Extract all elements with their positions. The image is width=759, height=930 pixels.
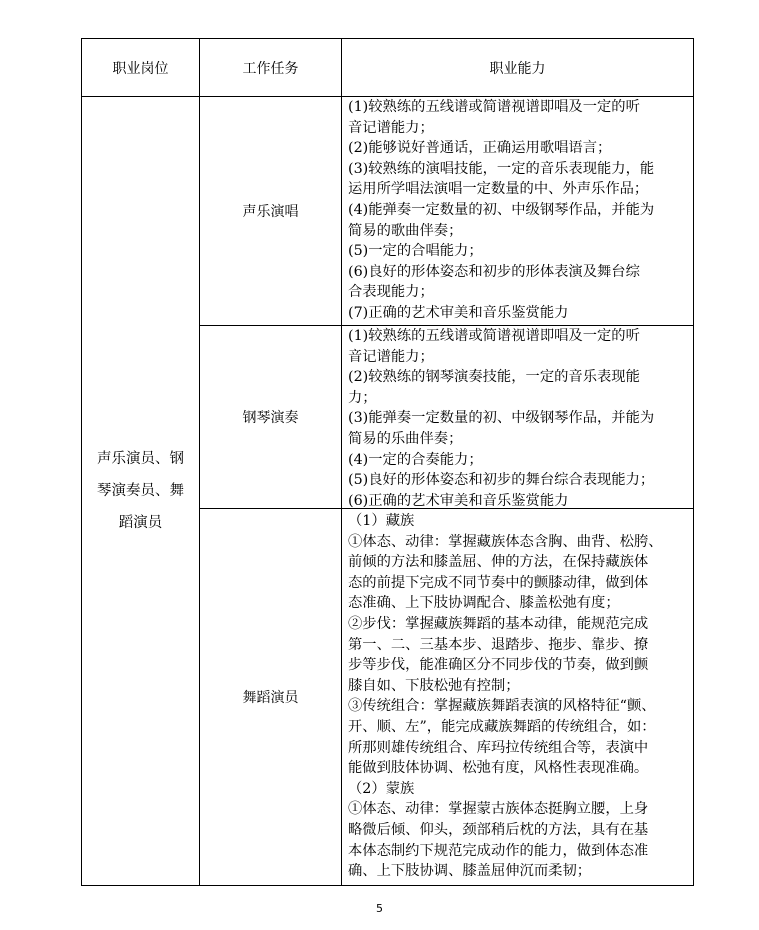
post-cell [82,96,199,885]
ability-line: (4)能弹奏一定数量的初、中级钢琴作品，并能为 [348,201,655,218]
ability-line: 态准确、上下肢协调配合、膝盖松弛有度； [348,595,620,612]
header-ability: 职业能力 [489,60,546,77]
ability-line: (4)一定的合奏能力； [348,451,483,468]
task-vocal: 声乐演唱 [242,203,299,220]
ability-line: (1)较熟练的五线谱或简谱视谱即唱及一定的听 [348,99,640,115]
ability-line: 略微后倾、仰头，颈部稍后枕的方法，具有在基 [348,821,649,838]
ability-line: (3)能弹奏一定数量的初、中级钢琴作品，并能为 [348,410,655,427]
column-divider [341,39,342,885]
page-number: 5 [376,902,383,915]
ability-line: 步等步伐，能准确区分不同步伐的节奏，做到颤 [348,657,649,674]
career-ability-table [81,38,694,886]
ability-line: 简易的乐曲伴奏； [348,430,463,447]
ability-line: 开、顺、左”，能完成藏族舞蹈的传统组合，如： [348,718,656,735]
ability-line: 前倾的方法和膝盖屈、伸的方法，在保持藏族体 [348,554,649,571]
ability-line: (3)较熟练的演唱技能，一定的音乐表现能力，能 [348,160,655,177]
ability-piano [348,326,691,511]
header-post: 职业岗位 [112,60,169,77]
ability-line: 力； [348,389,377,406]
post-line: 声乐演员、钢 [97,450,184,467]
ability-line: 音记谱能力； [348,119,434,136]
ability-line: 所那则雄传统组合、库玛拉传统组合等，表演中 [348,739,649,756]
ability-dance [348,511,691,882]
ability-line: 运用所学唱法演唱一定数量的中、外声乐作品； [348,181,649,198]
ability-line: 态的前提下完成不同节奏中的颤膝动律，做到体 [348,574,649,591]
ability-line: (6)良好的形体姿态和初步的形体表演及舞台综 [348,263,640,280]
ability-line: 本体态制约下规范完成动作的能力，做到体态准 [348,842,649,859]
ability-line: （1）藏族 [348,513,415,529]
post-line: 蹈演员 [118,514,163,531]
task-piano: 钢琴演奏 [242,409,299,426]
ability-line: (6)正确的艺术审美和音乐鉴赏能力 [348,492,569,509]
ability-line: (2)较熟练的钢琴演奏技能，一定的音乐表现能 [348,369,640,386]
ability-line: （2）蒙族 [348,780,415,797]
ability-line: 能做到肢体协调、松弛有度，风格性表现准确。 [348,760,649,777]
ability-line: (5)一定的合唱能力； [348,243,483,260]
post-line: 琴演奏员、舞 [97,482,184,499]
ability-line: 合表现能力； [348,284,434,301]
ability-line: 第一、二、三基本步、退踏步、拖步、靠步、撩 [348,636,649,653]
ability-line: 膝自如、下肢松弛有控制； [348,677,520,694]
ability-line: (7)正确的艺术审美和音乐鉴赏能力 [348,304,569,321]
ability-line: (1)较熟练的五线谱或简谱视谱即唱及一定的听 [348,328,640,344]
ability-line: (5)良好的形体姿态和初步的舞台综合表现能力； [348,472,655,489]
ability-line: 音记谱能力； [348,348,434,365]
ability-line: ①体态、动律：掌握藏族体态含胸、曲背、松胯、 [348,533,663,550]
ability-line: ③传统组合：掌握藏族舞蹈表演的风格特征“颤、 [348,698,656,715]
ability-line: ①体态、动律：掌握蒙古族体态挺胸立腰，上身 [348,801,649,818]
ability-line: (2)能够说好普通话，正确运用歌唱语言； [348,140,612,157]
task-dance: 舞蹈演员 [242,689,299,706]
header-task: 工作任务 [242,60,299,77]
ability-line: 简易的歌曲伴奏； [348,222,463,239]
ability-vocal [348,97,691,324]
ability-line: 确、上下肢协调、膝盖屈伸沉而柔韧； [348,863,592,880]
ability-line: ②步伐：掌握藏族舞蹈的基本动律，能规范完成 [348,615,649,632]
